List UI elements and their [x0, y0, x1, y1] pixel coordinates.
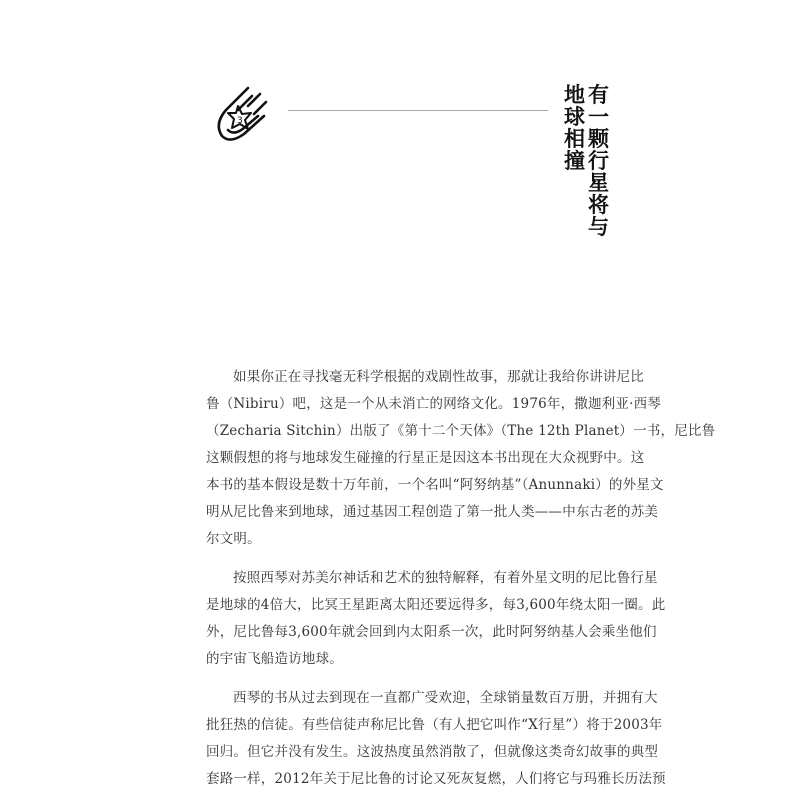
text-line: 按照西琴对苏美尔神话和艺术的独特解释，有着外星文明的尼比鲁行星 [233, 570, 658, 586]
chapter-title-line-2: 地球相撞 [564, 83, 585, 173]
text-line: 这颗假想的将与地球发生碰撞的行星正是因这本书出现在大众视野中。这 [206, 450, 645, 466]
text-line: 批狂热的信徒。有些信徒声称尼比鲁（有人把它叫作“X行星”）将于2003年 [206, 717, 663, 733]
shooting-star-icon [208, 80, 278, 150]
text-line: 的宇宙飞船造访地球。 [206, 651, 343, 667]
chapter-title-line-1: 有一颗行星将与 [588, 83, 609, 239]
text-line: （Zecharia Sitchin）出版了《第十二个天体》（The 12th Planet）一书，尼比鲁 [206, 423, 716, 439]
text-line: 西琴的书从过去到现在一直都广受欢迎，全球销量数百万册，并拥有大 [233, 690, 658, 706]
text-line: 如果你正在寻找毫无科学根据的戏剧性故事，那就让我给你讲讲尼比 [233, 369, 644, 385]
text-line: 明从尼比鲁来到地球，通过基因工程创造了第一批人类——中东古老的苏美 [206, 504, 659, 520]
chapter-number: 3 [237, 116, 243, 126]
text-line: 鲁（Nibiru）吧，这是一个从未消亡的网络文化。1976年，撒迦利亚·西琴 [206, 396, 661, 412]
text-line: 本书的基本假设是数十万年前，一个名叫“阿努纳基”（Anunnaki）的外星文 [206, 477, 664, 493]
text-line: 外，尼比鲁每3,600年就会回到内太阳系一次，此时阿努纳基人会乘坐他们 [206, 624, 657, 640]
body-text [206, 364, 716, 805]
paragraph [206, 364, 716, 553]
text-line: 回归。但它并没有发生。这波热度虽然消散了，但就像这类奇幻故事的典型 [206, 744, 659, 760]
text-line: 是地球的4倍大，比冥王星距离太阳还要远得多，每3,600年绕太阳一圈。此 [206, 597, 666, 613]
paragraph [206, 565, 666, 673]
paragraph [206, 685, 666, 793]
text-line: 尔文明。 [206, 531, 261, 547]
text-line: 套路一样，2012年关于尼比鲁的讨论又死灰复燃，人们将它与玛雅长历法预 [206, 771, 666, 787]
title-rule-divider [288, 110, 548, 111]
